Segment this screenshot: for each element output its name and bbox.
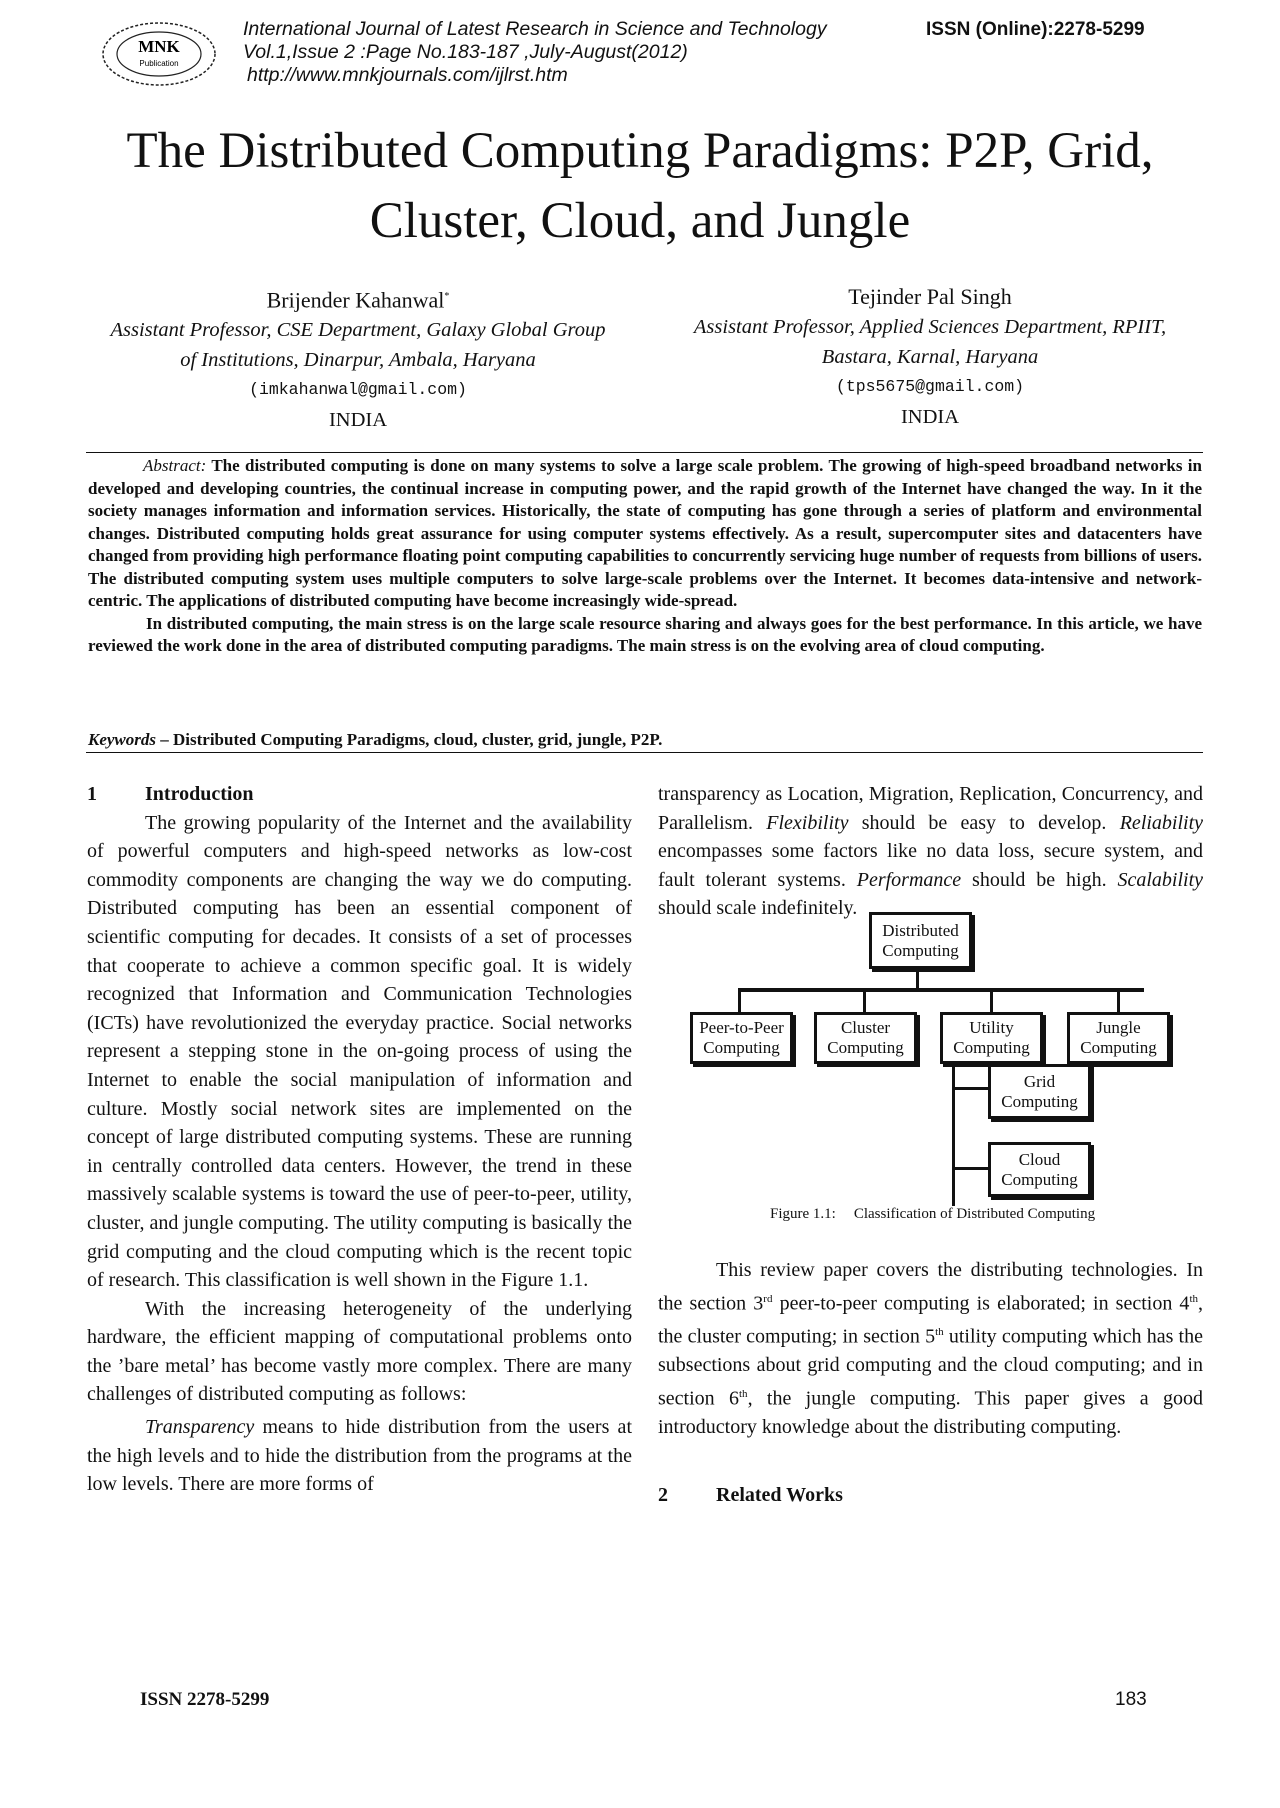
node-grid: Grid Computing — [988, 1064, 1091, 1119]
keywords — [88, 730, 662, 750]
intro-paragraph-3: Transparency means to hide distribution from the users at the high levels and to hide the distribution from the programs at the low levels. There are more forms of — [87, 1416, 632, 1496]
top-rule — [86, 452, 1203, 453]
section-heading-related-works: 2 Related Works — [658, 1484, 843, 1506]
keywords-label: Keywords — [88, 730, 156, 749]
node-cloud: Cloud Computing — [988, 1142, 1091, 1197]
title-line-2: Cluster, Cloud, and Jungle — [369, 193, 911, 249]
review-paragraph: This review paper covers the distributing technologies. In the section 3rd peer-to-peer computing is elaborated; in section 4th, the cluster computing; in section 5th utility computing which has the subsections about grid computing and the cloud computing; and in section 6th, the jungle computing. This paper gives a good introductory knowledge about the distributing computing. — [658, 1259, 1203, 1438]
journal-header — [243, 18, 827, 87]
node-cluster: Cluster Computing — [814, 1012, 917, 1064]
issn-online: ISSN (Online):2278-5299 — [926, 19, 1145, 40]
intro-paragraph-2: With the increasing heterogeneity of the underlying hardware, the efficient mapping of computational problems onto the ’bare metal’ has become vastly more complex. There are many challenges of distributed computing as follows: — [87, 1297, 632, 1406]
journal-url[interactable]: http://www.mnkjournals.com/ijlrst.htm — [247, 64, 568, 86]
journal-name: International Journal of Latest Research in Science and Technology — [243, 18, 827, 40]
figure-caption-text: Classification of Distributed Computing — [853, 1206, 1096, 1222]
section-heading-introduction: 1 Introduction — [87, 783, 254, 805]
author-email[interactable]: (imkahanwal@gmail.com) — [249, 380, 467, 400]
keywords-text: – Distributed Computing Paradigms, cloud, cluster, grid, jungle, P2P. — [160, 730, 663, 749]
author-name: Tejinder Pal Singh — [848, 284, 1012, 309]
node-jungle: Jungle Computing — [1067, 1012, 1170, 1064]
challenges-paragraph: transparency as Location, Migration, Replication, Concurrency, and Parallelism. Flexibility should be easy to develop. Reliability encompasses some factors like no data loss, secure system, and fault tolerant systems. Performance should be high. Scalability should scale indefinitely. — [658, 783, 1204, 920]
abstract-label: Abstract: — [143, 456, 207, 475]
journal-volume: Vol.1,Issue 2 :Page No.183-187 ,July-August(2012) — [243, 41, 688, 63]
author-2 — [630, 282, 1230, 432]
paper-title — [80, 116, 1200, 256]
abstract — [88, 455, 1202, 658]
author-affiliation: Assistant Professor, Applied Sciences Department, RPIIT, — [693, 316, 1167, 338]
node-utility: Utility Computing — [940, 1012, 1043, 1064]
logo-text: MNK — [138, 37, 180, 56]
figure-number: Figure 1.1: — [770, 1206, 836, 1222]
left-column — [87, 780, 632, 1499]
author-mark: * — [444, 291, 450, 302]
keywords-rule — [86, 752, 1203, 753]
author-affiliation: Assistant Professor, CSE Department, Galaxy Global Group — [110, 319, 606, 342]
logo-subtext: Publication — [139, 59, 179, 68]
author-email[interactable]: (tps5675@gmail.com) — [835, 377, 1025, 396]
right-column — [658, 780, 1203, 923]
author-name: Brijender Kahanwal* — [266, 287, 450, 313]
intro-paragraph-1: The growing popularity of the Internet and the availability of powerful computers and high-speed networks as low-cost commodity components are changing the way we do computing. Distributed computing has been an essential component of scientific computing for decades. It consists of a set of processes that cooperate to achieve a common specific goal. It is widely recognized that Information and Communication Technologies (ICTs) have revolutionized the everyday practice. Social networks represent a stepping stone in the on-going process of using the Internet to enable the social manipulation of information and culture. Mostly social network sites are implemented on the concept of large distributed computing systems. These are running in centrally controlled data centers. However, the trend in these massively scalable systems is toward the use of peer-to-peer, utility, cluster, and jungle computing. The utility computing is basically the grid computing and the cloud computing which is the recent topic of research. This classification is well shown in the Figure 1.1. — [87, 811, 632, 1292]
author-country: INDIA — [900, 406, 960, 428]
node-peer-to-peer: Peer-to-Peer Computing — [690, 1012, 793, 1064]
abstract-paragraph-1: The distributed computing is done on many systems to solve a large scale problem. The growing of high-speed broadband networks in developed and developing countries, the continual increase in computing power, and the rapid growth of the Internet have changed the way. In it the society manages information and information services. Historically, the state of computing has gone through a series of platform and environmental changes. Distributed computing holds great assurance for using computer systems effectively. As a result, supercomputer sites and datacenters have changed from providing high performance floating point computing capabilities to concurrently servicing huge number of requests from billions of users. The distributed computing system uses multiple computers to solve large-scale problems over the Internet. It becomes data-intensive and network-centric. The applications of distributed computing have become increasingly wide-spread. — [88, 456, 1202, 610]
abstract-paragraph-2: In distributed computing, the main stress is on the large scale resource sharing and always goes for the best performance. In this article, we have reviewed the work done in the area of distributed computing paradigms. The main stress is on the evolving area of cloud computing. — [88, 613, 1202, 655]
node-distributed-computing: Distributed Computing — [869, 912, 972, 969]
author-1 — [58, 282, 658, 435]
publisher-logo — [100, 20, 218, 88]
title-line-1: The Distributed Computing Paradigms: P2P, Grid, — [126, 123, 1154, 179]
footer-issn: ISSN 2278-5299 — [140, 1689, 270, 1710]
author-country: INDIA — [328, 409, 388, 432]
figure-caption — [770, 1206, 1095, 1223]
author-affiliation: Bastara, Karnal, Haryana — [821, 346, 1039, 368]
author-affiliation: of Institutions, Dinarpur, Ambala, Haryana — [180, 349, 536, 372]
page-number: 183 — [1115, 1689, 1147, 1710]
classification-figure — [680, 912, 1180, 1242]
